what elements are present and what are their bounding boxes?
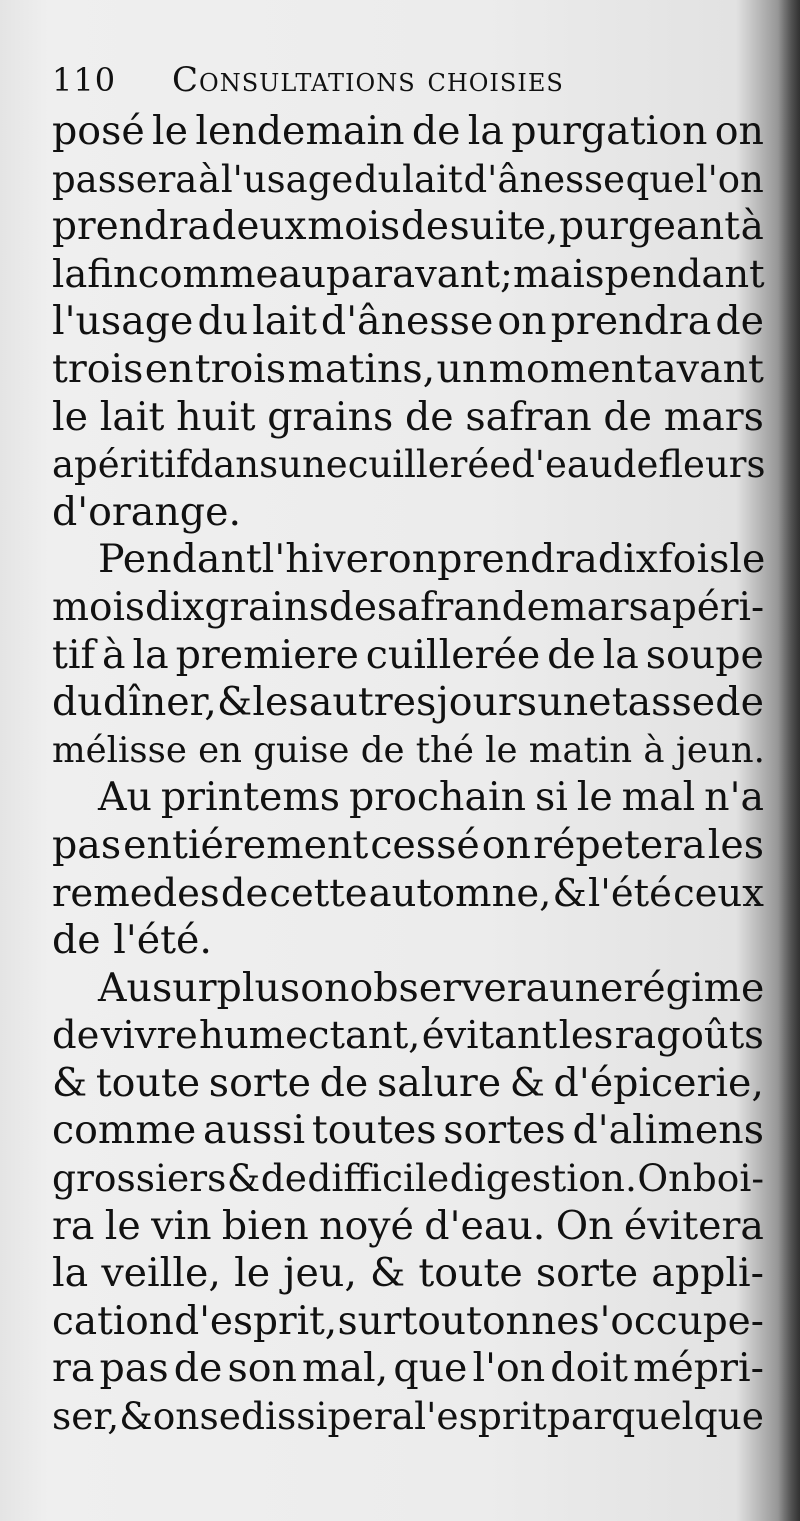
text-line: mois dix grains de safran de mars apéri- (52, 584, 765, 630)
text-line: posé le lendemain de la purgation on (52, 108, 764, 154)
text-line: apéritif dans une cuillerée d'eau de fleurs (52, 443, 766, 487)
text-line: remedes de cette automne, & l'été ceux (52, 870, 764, 916)
text-line: tif à la premiere cuillerée de la soupe (52, 631, 764, 678)
text-line: cation d'esprit, sur tout on ne s'occupe- (52, 1298, 764, 1344)
text-line: ser, & on se dissipera l'esprit par quelque (52, 1394, 764, 1439)
text-line: passera à l'usage du lait d'ânesse que l'on (52, 157, 764, 201)
paragraph-first-line: Pendant l'hiver on prendra dix fois le (98, 536, 766, 583)
text-line: ra pas de son mal, que l'on doit mépri- (52, 1345, 764, 1392)
text-line: de vivre humectant, évitant les ragoûts (52, 1013, 764, 1059)
text-line: prendra deux mois de suite, purgeant à (52, 204, 764, 250)
text-line: l'usage du lait d'ânesse on prendra de (52, 298, 764, 345)
text-line: trois en trois matins, un moment avant (52, 345, 764, 392)
text-line: de l'été. (52, 917, 212, 964)
text-line: du dîner, & les autres jours une tasse de (52, 679, 764, 726)
page-body-text (52, 108, 764, 1441)
text-line: d'orange. (52, 488, 242, 535)
text-line: comme aussi toutes sortes d'alimens (52, 1107, 764, 1154)
text-line: mélisse en guise de thé le matin à jeun. (52, 729, 765, 771)
text-line: le lait huit grains de safran de mars (52, 393, 764, 440)
page-number: 110 (52, 61, 117, 99)
text-line: la veille, le jeu, & toute sorte appli- (52, 1250, 764, 1297)
text-line: pas entiérement cessé on répetera les (52, 821, 764, 868)
running-title: Consultations choisies (172, 60, 564, 100)
text-line: & toute sorte de salure & d'épicerie, (52, 1059, 764, 1106)
page-gutter-shadow (778, 0, 800, 1521)
text-line: ra le vin bien noyé d'eau. On évitera (52, 1202, 764, 1249)
paragraph-first-line: Au surplus on observera une régime (98, 964, 765, 1011)
text-line: la fin comme auparavant ; mais pendant (52, 251, 765, 297)
text-line: grossiers & de difficile digestion. On boi- (52, 1156, 764, 1201)
paragraph-first-line: Au printems prochain si le mal n'a (98, 774, 764, 821)
running-header (52, 60, 630, 108)
